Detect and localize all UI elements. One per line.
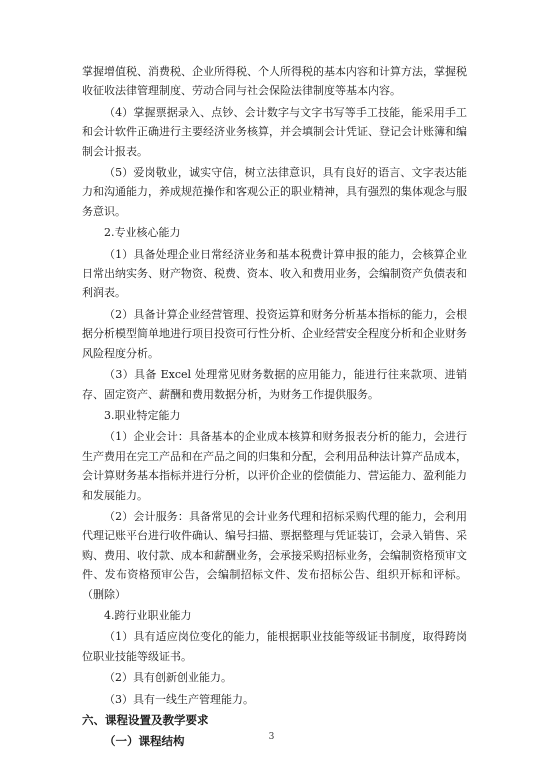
paragraph: （5）爱岗敬业，诚实守信，树立法律意识，具有良好的语言、文字表达能力和沟通能力，养成规范操作和客观公正的职业精神，具有强烈的集体观念与服务意识。	[82, 166, 467, 218]
heading-specific-ability: 3.职业特定能力	[104, 408, 181, 422]
paragraph: （1）具备处理企业日常经济业务和基本税费计算申报的能力，会核算企业日常出纳实务、财产物资、税费、资本、收入和费用业务，会编制资产负债表和利润表。	[82, 247, 467, 300]
paragraph: （4）掌握票据录入、点钞、会计数字与文字书写等手工技能，能采用手工和会计软件正确进行主要经济业务核算，并会填制会计凭证、登记会计账簿和编制会计报表。	[82, 105, 467, 158]
heading-cross-industry-ability: 4.跨行业职业能力	[104, 608, 192, 622]
heading-core-ability: 2.专业核心能力	[104, 226, 181, 240]
body-text	[82, 62, 467, 752]
section-title: 六、课程设置及教学要求	[82, 713, 209, 727]
paragraph: （1）企业会计：具备基本的企业成本核算和财务报表分析的能力，会进行生产费用在完工产品和在产品之间的归集和分配，会利用品种法计算产品成本，会计算财务基本指标并进行分析，以评价企业的偿债能力、营运能力、盈利能力和发展能力。	[82, 430, 467, 502]
page-number: 3	[268, 732, 275, 742]
paragraph: （2）会计服务：具备常见的会计业务代理和招标采购代理的能力，会利用代理记账平台进行收件确认、编号扫描、票据整理与凭证装订，会录入销售、采购、费用、收付款、成本和薪酬业务，会承接采购招标业务，会编制资格预审文件、发布资格预审公告，会编制招标文件、发布招标公告、组织开标和评标。（删除）	[82, 509, 467, 601]
paragraph: （1）具有适应岗位变化的能力，能根据职业技能等级证书制度，取得跨岗位职业技能等级证书。	[82, 630, 467, 663]
paragraph: 掌握增值税、消费税、企业所得税、个人所得税的基本内容和计算方法，掌握税收征收法律管理制度、劳动合同与社会保险法律制度等基本内容。	[82, 65, 467, 98]
paragraph: （2）具备计算企业经营管理、投资运算和财务分析基本指标的能力，会根据分析模型简单地进行项目投资可行性分析、企业经营安全程度分析和企业财务风险程度分析。	[82, 307, 467, 360]
paragraph: （3）具有一线生产管理能力。	[104, 692, 254, 706]
paragraph: （2）具有创新创业能力。	[104, 671, 232, 685]
subsection-title: （一）课程结构	[104, 734, 185, 748]
paragraph: （3）具备 Excel 处理常见财务数据的应用能力，能进行往来款项、进销存、固定资产、薪酬和费用数据分析，为财务工作提供服务。	[82, 368, 467, 401]
